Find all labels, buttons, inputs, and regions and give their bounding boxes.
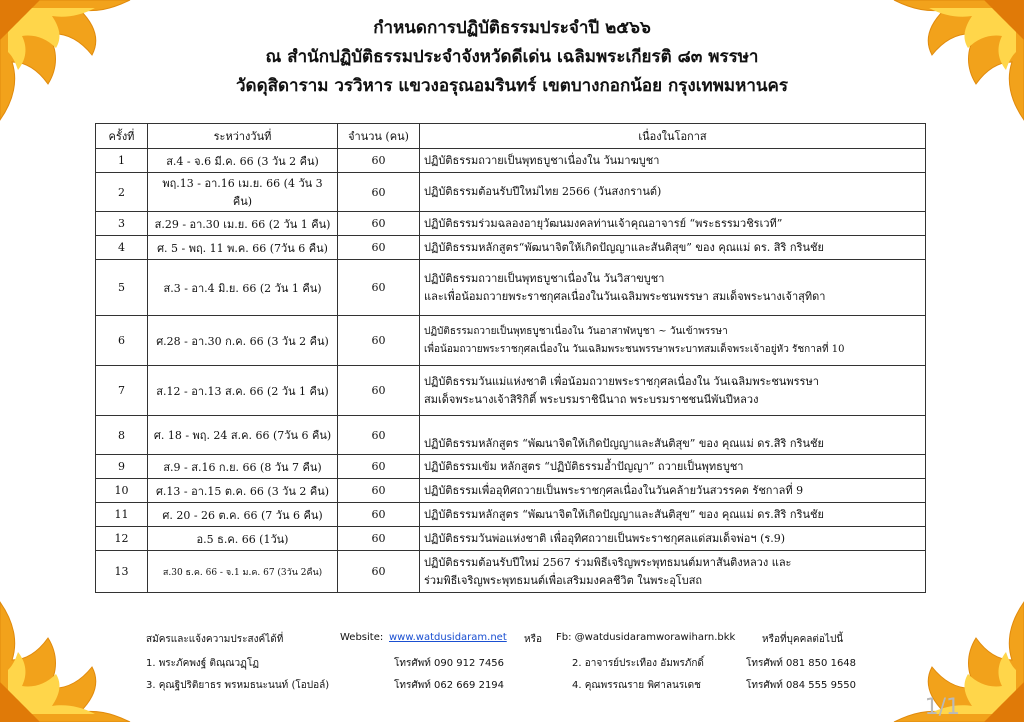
row-count: 60 <box>338 416 420 455</box>
row-number: 1 <box>96 149 148 173</box>
row-dates: อ.5 ธ.ค. 66 (1วัน) <box>148 527 338 551</box>
row-dates: ศ.28 - อา.30 ก.ค. 66 (3 วัน 2 คืน) <box>148 316 338 366</box>
header-occasion: เนื่องในโอกาส <box>420 124 926 149</box>
occasion-line: สมเด็จพระนางเจ้าสิริกิติ์ พระบรมราชินีนาถ พระบรมราชชนนีพันปีหลวง <box>424 392 759 406</box>
occasion-line: ปฏิบัติธรรมถวายเป็นพุทธบูชาเนื่องใน วันอาสาฬหบูชา ~ วันเข้าพรรษา <box>424 325 728 337</box>
table-row <box>96 149 926 173</box>
row-dates: ศ. 20 - 26 ต.ค. 66 (7 วัน 6 คืน) <box>148 503 338 527</box>
row-number: 13 <box>96 551 148 593</box>
row-dates: ส.4 - จ.6 มี.ค. 66 (3 วัน 2 คืน) <box>148 149 338 173</box>
occasion-line: และเพื่อน้อมถวายพระราชกุศลเนื่องในวันเฉลิมพระชนพรรษา สมเด็จพระนางเจ้าสุทิดา <box>424 289 826 303</box>
occasion-line: ปฏิบัติธรรมเข้ม หลักสูตร “ปฏิบัติธรรมอ้ำปัญญา” ถวายเป็นพุทธบูชา <box>424 459 744 473</box>
table-row <box>96 236 926 260</box>
row-count: 60 <box>338 316 420 366</box>
row-occasion <box>420 416 926 455</box>
occasion-line: เพื่อน้อมถวายพระราชกุศลเนื่องใน วันเฉลิมพระชนพรรษาพระบาทสมเด็จพระเจ้าอยู่หัว รัชกาลที่ 10 <box>424 343 845 355</box>
or-text-2: หรือที่บุคคลต่อไปนี้ <box>762 634 844 645</box>
row-occasion <box>420 527 926 551</box>
row-occasion <box>420 551 926 593</box>
table-row <box>96 527 926 551</box>
row-occasion <box>420 212 926 236</box>
row-number: 9 <box>96 455 148 479</box>
row-count: 60 <box>338 503 420 527</box>
table-row <box>96 551 926 593</box>
occasion-line: ปฏิบัติธรรมต้อนรับปีใหม่ 2567 ร่วมพิธีเจริญพระพุทธมนต์มหาสันติงหลวง และ <box>424 555 792 569</box>
row-number: 12 <box>96 527 148 551</box>
occasion-line: ปฏิบัติธรรมหลักสูตร “พัฒนาจิตให้เกิดปัญญาและสันติสุข” ของ คุณแม่ ดร.สิริ กรินชัย <box>424 507 824 521</box>
contact-1-name: 1. พระภัคพงฐ์ ติณฺณวฏฺโฏ <box>146 658 259 669</box>
table-header-row <box>96 124 926 149</box>
row-number: 7 <box>96 366 148 416</box>
row-dates: ศ. 18 - พฤ. 24 ส.ค. 66 (7วัน 6 คืน) <box>148 416 338 455</box>
occasion-line: ปฏิบัติธรรมวันพ่อแห่งชาติ เพื่ออุทิศถวายเป็นพระราชกุศลแด่สมเด็จพ่อฯ (ร.9) <box>424 531 786 545</box>
table-row <box>96 416 926 455</box>
table-row <box>96 455 926 479</box>
contact-1-phone: โทรศัพท์ 090 912 7456 <box>394 658 505 669</box>
row-occasion <box>420 455 926 479</box>
table-row <box>96 316 926 366</box>
website-link[interactable]: www.watdusidaram.net <box>389 632 507 643</box>
row-number: 2 <box>96 173 148 212</box>
contact-3-phone: โทรศัพท์ 062 669 2194 <box>394 680 505 691</box>
row-count: 60 <box>338 173 420 212</box>
title-line-3: วัดดุสิดาราม วรวิหาร แขวงอรุณอมรินทร์ เขตบางกอกน้อย กรุงเทพมหานคร <box>235 76 789 96</box>
header-dates: ระหว่างวันที่ <box>148 124 338 149</box>
occasion-line: ปฏิบัติธรรมเพื่ออุทิศถวายเป็นพระราชกุศลเนื่องในวันคล้ายวันสวรรคต รัชกาลที่ 9 <box>424 483 804 497</box>
row-count: 60 <box>338 212 420 236</box>
contact-2-name: 2. อาจารย์ประเทือง อัมพรภักดิ์ <box>572 658 704 669</box>
row-number: 3 <box>96 212 148 236</box>
website-label: Website: <box>340 632 384 643</box>
schedule-table <box>95 123 926 593</box>
row-occasion <box>420 479 926 503</box>
table-row <box>96 260 926 316</box>
row-dates: ส.3 - อา.4 มิ.ย. 66 (2 วัน 1 คืน) <box>148 260 338 316</box>
row-count: 60 <box>338 260 420 316</box>
page-number: 1/1 <box>924 695 960 720</box>
occasion-line: ปฏิบัติธรรมต้อนรับปีใหม่ไทย 2566 (วันสงกรานต์) <box>424 185 662 198</box>
row-occasion <box>420 366 926 416</box>
table-row <box>96 173 926 212</box>
row-occasion <box>420 316 926 366</box>
header-count: จำนวน (คน) <box>338 124 420 149</box>
table-row <box>96 503 926 527</box>
row-occasion <box>420 173 926 212</box>
row-dates: พฤ.13 - อา.16 เม.ย. 66 (4 วัน 3 คืน) <box>148 173 338 212</box>
document-header <box>150 14 874 101</box>
row-count: 60 <box>338 527 420 551</box>
contact-3-name: 3. คุณฐิปริติยาธร พรหมธนะนนท์ (โอปอล์) <box>146 680 330 691</box>
occasion-line <box>424 417 921 435</box>
title-line-1: กำหนดการปฏิบัติธรรมประจำปี ๒๕๖๖ <box>373 18 651 38</box>
occasion-line: ปฏิบัติธรรมถวายเป็นพุทธบูชาเนื่องใน วันมาฆบูชา <box>424 153 660 167</box>
row-occasion <box>420 260 926 316</box>
contact-2-phone: โทรศัพท์ 081 850 1648 <box>746 658 857 669</box>
row-dates: ศ. 5 - พฤ. 11 พ.ค. 66 (7วัน 6 คืน) <box>148 236 338 260</box>
row-occasion <box>420 149 926 173</box>
row-dates: ส.9 - ส.16 ก.ย. 66 (8 วัน 7 คืน) <box>148 455 338 479</box>
contact-4-phone: โทรศัพท์ 084 555 9550 <box>746 680 857 691</box>
occasion-line: ปฏิบัติธรรมหลักสูตร“พัฒนาจิตให้เกิดปัญญาและสันติสุข” ของ คุณแม่ ดร. สิริ กรินชัย <box>424 240 824 254</box>
row-number: 10 <box>96 479 148 503</box>
occasion-line: ปฏิบัติธรรมวันแม่แห่งชาติ เพื่อน้อมถวายพระราชกุศลเนื่องใน วันเฉลิมพระชนพรรษา <box>424 374 819 388</box>
row-count: 60 <box>338 455 420 479</box>
row-count: 60 <box>338 236 420 260</box>
or-text-1: หรือ <box>524 634 542 645</box>
row-number: 6 <box>96 316 148 366</box>
apply-text: สมัครและแจ้งความประสงค์ได้ที่ <box>146 634 284 645</box>
occasion-line: ปฏิบัติธรรมหลักสูตร “พัฒนาจิตให้เกิดปัญญาและสันติสุข” ของ คุณแม่ ดร.สิริ กรินชัย <box>424 437 824 450</box>
title-line-2: ณ สำนักปฏิบัติธรรมประจำจังหวัดดีเด่น เฉลิมพระเกียรติ ๘๓ พรรษา <box>265 47 759 67</box>
row-dates: ส.12 - อา.13 ส.ค. 66 (2 วัน 1 คืน) <box>148 366 338 416</box>
row-dates: ศ.13 - อา.15 ต.ค. 66 (3 วัน 2 คืน) <box>148 479 338 503</box>
row-count: 60 <box>338 551 420 593</box>
contact-4-name: 4. คุณพรรณราย พิศาลนรเดช <box>572 680 701 691</box>
row-number: 11 <box>96 503 148 527</box>
row-count: 60 <box>338 479 420 503</box>
facebook-label: Fb: @watdusidaramworawiharn.bkk <box>556 632 736 643</box>
row-number: 8 <box>96 416 148 455</box>
occasion-line: ร่วมพิธีเจริญพระพุทธมนต์เพื่อเสริมมงคลชีวิต ในพระอุโบสถ <box>424 573 703 587</box>
row-occasion <box>420 503 926 527</box>
row-number: 5 <box>96 260 148 316</box>
row-dates: ส.29 - อา.30 เม.ย. 66 (2 วัน 1 คืน) <box>148 212 338 236</box>
row-count: 60 <box>338 149 420 173</box>
table-row <box>96 212 926 236</box>
occasion-line: ปฏิบัติธรรมถวายเป็นพุทธบูชาเนื่องใน วันวิสาขบูชา <box>424 271 665 285</box>
occasion-line: ปฏิบัติธรรมร่วมฉลองอายุวัฒนมงคลท่านเจ้าคุณอาจารย์ “พระธรรมวชิรเวที” <box>424 216 783 230</box>
table-row <box>96 479 926 503</box>
ornament-bottom-left <box>0 572 150 722</box>
row-count: 60 <box>338 366 420 416</box>
row-occasion <box>420 236 926 260</box>
row-number: 4 <box>96 236 148 260</box>
row-dates: ส.30 ธ.ค. 66 - จ.1 ม.ค. 67 (3วัน 2คืน) <box>148 551 338 593</box>
table-row <box>96 366 926 416</box>
header-no: ครั้งที่ <box>96 124 148 149</box>
